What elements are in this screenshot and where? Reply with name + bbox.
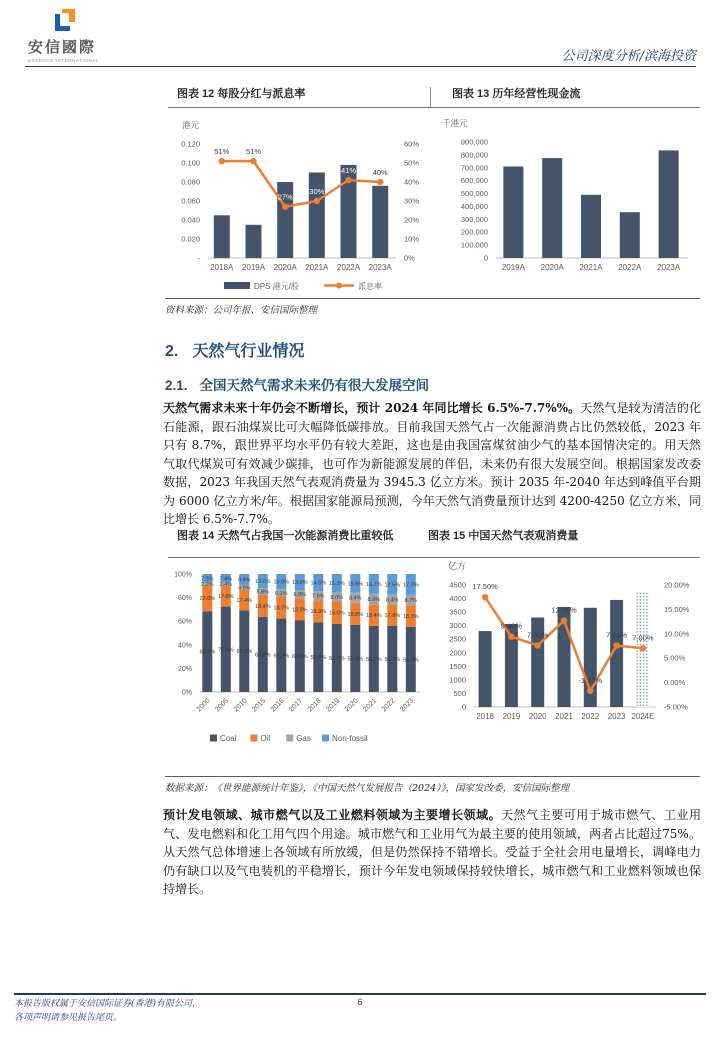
svg-text:200,000: 200,000 [460,227,488,237]
company-logo [28,8,158,63]
svg-text:5.8%: 5.8% [256,589,270,596]
logo-subtitle: ESSENCE INTERNATIONAL [28,58,100,63]
svg-text:15.00%: 15.00% [664,604,690,614]
svg-text:2018: 2018 [476,712,494,721]
svg-text:10%: 10% [404,234,420,244]
svg-text:900,000: 900,000 [460,137,488,147]
svg-text:41%: 41% [340,166,357,176]
svg-text:2000: 2000 [195,697,212,714]
figure1-title-rule [168,107,700,108]
svg-text:18.3%: 18.3% [402,613,419,620]
section-heading-2 [165,338,304,361]
svg-text:2020: 2020 [343,697,360,714]
svg-text:6.1%: 6.1% [275,590,288,597]
svg-text:700,000: 700,000 [460,163,488,173]
svg-text:12.0%: 12.0% [254,579,271,586]
svg-text:2020A: 2020A [540,263,564,272]
svg-text:港元: 港元 [182,120,200,130]
figure12-title: 图表 12 每股分红与派息率 [177,88,306,100]
svg-text:51%: 51% [245,147,262,157]
svg-text:0.060: 0.060 [181,196,200,206]
figure13-title: 图表 13 历年经营性现金流 [452,88,581,100]
page-number: 6 [357,997,363,1008]
svg-text:800,000: 800,000 [460,150,488,160]
svg-text:7.4%: 7.4% [219,576,233,583]
svg-text:-1.70%: -1.70% [578,675,603,685]
svg-text:2024E: 2024E [631,712,655,721]
footer-divider [14,993,706,995]
svg-text:57.7%: 57.7% [328,656,345,662]
svg-text:0%: 0% [181,689,192,697]
svg-text:2019A: 2019A [241,263,266,272]
svg-text:2018: 2018 [306,697,323,714]
svg-text:2022: 2022 [581,712,600,721]
svg-text:19.0%: 19.0% [328,610,345,617]
svg-text:12.70%: 12.70% [551,605,577,615]
svg-text:Oil: Oil [260,734,271,743]
svg-text:2.4%: 2.4% [219,582,233,589]
svg-text:千港元: 千港元 [442,118,468,128]
svg-text:-5.00%: -5.00% [664,702,688,712]
svg-text:DPS 港元/股: DPS 港元/股 [254,282,299,291]
svg-text:2500: 2500 [449,634,466,644]
svg-text:18.4%: 18.4% [365,613,382,620]
svg-text:7.3%: 7.3% [201,576,214,583]
figure2-source: 数据来源：《世界能源统计年鉴》，《中国天然气发展报告（2024）》，国家发改委，安信国际整理 [165,783,570,794]
svg-text:2023A: 2023A [657,263,681,272]
svg-text:7.00%: 7.00% [632,633,654,643]
svg-text:5.00%: 5.00% [664,653,686,663]
svg-text:300,000: 300,000 [460,214,488,224]
paragraph-growth-areas-body: 天然气主要可用于城市燃气、工业用气、发电燃料和化工用气四个用途。城市燃气和工业用气为最主要的使用领域，两者占比超过75%。从天然气总体增速上各领域有所放缓，但是仍然保持不错增长。受益于全社会用电量增长，调峰电力仍有缺口以及气电装机的平稳增长，预计今年发电领域保持较快增长，城市燃气和工业燃料领域也保持增长。 [163,808,701,896]
svg-text:60%: 60% [404,139,420,149]
svg-text:18.9%: 18.9% [310,609,327,616]
paragraph-growth-areas [163,806,701,899]
svg-text:7.6%: 7.6% [312,593,325,600]
figure2-bottom-rule [165,776,700,777]
logo-mark-icon [52,8,78,34]
svg-text:4500: 4500 [449,580,466,590]
svg-text:-: - [197,253,200,263]
chart-dps [166,112,436,307]
svg-text:2.2%: 2.2% [201,581,214,588]
svg-text:30%: 30% [309,187,325,196]
svg-text:2021A: 2021A [579,263,603,272]
chart-gas-consumption [428,557,700,767]
svg-text:15.9%: 15.9% [347,581,364,588]
svg-text:17.7%: 17.7% [402,582,419,589]
svg-text:2021: 2021 [555,712,573,721]
svg-text:400,000: 400,000 [460,201,488,211]
svg-text:2022A: 2022A [618,263,642,272]
svg-text:56.9%: 56.9% [347,656,364,663]
svg-text:20%: 20% [177,665,192,673]
svg-text:18.8%: 18.8% [347,611,364,618]
svg-text:8.4%: 8.4% [349,595,362,602]
svg-text:18.4%: 18.4% [254,603,271,610]
svg-text:60%: 60% [177,618,192,626]
svg-text:40%: 40% [404,177,420,187]
subsection-number: 2.1. [165,378,188,393]
svg-text:2021A: 2021A [305,263,329,272]
svg-text:4000: 4000 [449,594,466,604]
svg-text:500: 500 [453,688,466,698]
svg-text:2019A: 2019A [501,263,525,272]
svg-text:9.40%: 9.40% [500,621,523,631]
svg-text:51%: 51% [214,147,230,157]
section-number: 2. [165,343,179,360]
svg-text:9.4%: 9.4% [238,577,251,584]
section-heading-2-1 [165,374,429,394]
svg-text:56.0%: 56.0% [365,657,382,663]
svg-text:0.080: 0.080 [181,177,200,187]
svg-text:0: 0 [461,702,466,712]
svg-text:2023: 2023 [607,712,626,721]
svg-text:3500: 3500 [449,607,466,617]
svg-text:59.0%: 59.0% [310,655,327,662]
paragraph-gas-demand-lead: 天然气需求未来十年仍会不断增长，预计 2024 年同比增长 6.5%-7.7%%。 [163,401,581,415]
svg-text:22.0%: 22.0% [199,596,216,603]
svg-text:69.2%: 69.2% [236,649,253,656]
svg-text:2019: 2019 [502,712,521,721]
svg-text:50%: 50% [404,158,420,168]
figure1-bottom-rule [165,298,700,299]
svg-text:1500: 1500 [449,661,466,671]
svg-text:7.60%: 7.60% [527,630,549,640]
svg-text:0.00%: 0.00% [664,678,686,688]
svg-text:17.9%: 17.9% [384,613,401,620]
svg-text:17.5%: 17.5% [384,582,401,589]
figure15-title: 图表 15 中国天然气表观消费量 [428,530,579,542]
svg-text:72.4%: 72.4% [217,647,234,654]
svg-text:27%: 27% [277,192,293,202]
svg-text:2016: 2016 [269,697,286,714]
chart-cashflow [436,112,698,307]
svg-text:62.2%: 62.2% [273,653,290,660]
svg-text:13.6%: 13.6% [291,580,308,586]
svg-text:2010: 2010 [232,697,249,714]
svg-text:60.6%: 60.6% [291,654,308,661]
svg-text:600,000: 600,000 [460,176,488,186]
report-category: 公司深度分析/滨海投资 [561,49,696,64]
svg-text:30%: 30% [404,196,420,206]
paragraph-growth-areas-lead: 预计发电领域、城市燃气以及工业燃料领域为主要增长领域。 [163,808,502,822]
svg-text:亿方: 亿方 [448,561,467,571]
svg-text:2000: 2000 [449,648,466,658]
svg-text:Coal: Coal [220,734,237,743]
header-divider [25,66,696,67]
logo-title: 安信國際 [28,39,97,56]
svg-text:8.9%: 8.9% [367,597,381,603]
svg-text:Gas: Gas [296,734,311,743]
svg-text:13.0%: 13.0% [273,579,290,586]
svg-text:2021: 2021 [362,697,379,714]
svg-text:17.4%: 17.4% [236,598,253,605]
svg-text:8.0%: 8.0% [330,594,344,601]
svg-text:55.3%: 55.3% [402,657,419,664]
svg-text:2020: 2020 [528,712,547,721]
section-title: 天然气行业情况 [192,343,305,360]
svg-text:2022A: 2022A [336,263,361,272]
footer-line1: 本报告版权属于安信国际证券(香港)有限公司， [14,999,202,1009]
svg-text:Non-fossil: Non-fossil [332,734,368,743]
figure14-title: 图表 14 天然气占我国一次能源消费比重较低 [177,530,394,542]
svg-text:2019: 2019 [325,697,342,714]
svg-text:0.120: 0.120 [181,139,200,149]
svg-text:8.7%: 8.7% [404,598,418,604]
svg-text:0.100: 0.100 [181,158,200,168]
svg-text:80%: 80% [177,595,192,603]
svg-text:63.8%: 63.8% [254,652,271,659]
paragraph-gas-demand [163,399,701,529]
svg-text:2023: 2023 [399,697,416,714]
svg-text:4.0%: 4.0% [238,585,251,592]
svg-text:17.8%: 17.8% [217,594,234,601]
footer-line2: 各项声明请参见报告尾页。 [14,1013,123,1023]
paragraph-gas-demand-body: 天然气是较为清洁的化石能源，跟石油煤炭比可大幅降低碳排放。目前我国天然气占一次能源消费占比仍然较低，2023 年只有 8.7%，跟世界平均水平仍有较大差距，这也是由我国富煤贫油少气的基本国情决定的。用天然气取代煤炭可有效减少碳排，也可作为新能源发展的伴侣，未来仍有很大发展空间。根据国家发改委数据，2023 年我国天然气表观消费量为 3945.3 亿立方米。预计 2035 年-2040 年达到峰值平台期为 6000 亿立方米/年。根据国家能源局预测，今年天然气消费量预计达到 4200-4250 亿立方米，同比增长 6.5%-7.7%。 [163,401,701,526]
svg-text:6.9%: 6.9% [293,592,307,599]
svg-text:派息率: 派息率 [358,282,382,291]
svg-text:40%: 40% [372,168,388,177]
svg-text:18.7%: 18.7% [273,605,290,612]
svg-text:18.9%: 18.9% [291,607,308,614]
svg-text:15.3%: 15.3% [328,581,345,587]
svg-text:7.60%: 7.60% [605,630,628,640]
figure1-source: 资料来源：公司年报、安信国际整理 [165,305,318,316]
svg-text:0: 0 [483,253,488,263]
svg-text:0.020: 0.020 [181,234,200,244]
svg-text:0.040: 0.040 [181,215,200,225]
chart-energy-mix [162,560,430,771]
svg-text:17.50%: 17.50% [472,582,498,592]
svg-text:2023A: 2023A [368,263,392,272]
svg-text:14.5%: 14.5% [310,580,327,587]
svg-text:100%: 100% [174,571,192,579]
svg-text:500,000: 500,000 [460,189,488,199]
svg-text:2022: 2022 [380,697,397,714]
svg-text:100,000: 100,000 [460,240,488,250]
svg-text:68.5%: 68.5% [199,649,216,656]
svg-text:1000: 1000 [449,675,466,685]
svg-text:40%: 40% [177,642,192,650]
svg-text:2015: 2015 [251,697,268,714]
svg-text:3000: 3000 [449,621,466,631]
svg-text:2005: 2005 [214,697,231,714]
svg-text:2018A: 2018A [210,263,234,272]
figure1-title-divider [430,87,431,107]
svg-text:2017: 2017 [288,697,305,714]
svg-text:16.7%: 16.7% [365,581,382,588]
subsection-title: 全国天然气需求未来仍有很大发展空间 [199,378,430,393]
svg-text:20.00%: 20.00% [664,580,690,590]
svg-text:8.4%: 8.4% [386,597,399,604]
svg-text:0%: 0% [404,253,415,263]
svg-text:20%: 20% [404,215,420,225]
svg-text:10.00%: 10.00% [664,629,690,639]
svg-text:56.2%: 56.2% [384,656,401,663]
svg-text:2020A: 2020A [273,263,297,272]
